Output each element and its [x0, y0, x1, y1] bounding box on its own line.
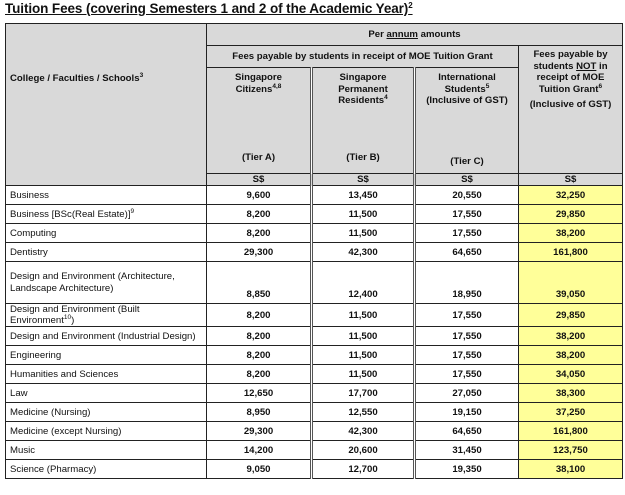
fee-no-grant: 38,200 — [519, 327, 623, 346]
fee-tier-c: 17,550 — [415, 304, 519, 327]
faculty-name: Humanities and Sciences — [6, 365, 207, 384]
fee-tier-b: 11,500 — [312, 304, 415, 327]
currency-c: S$ — [415, 174, 519, 186]
title-text: Tuition Fees (covering Semesters 1 and 2 of the Academic Year) — [5, 1, 409, 16]
faculty-name: Design and Environment (Built Environment$^{10}$) — [6, 304, 207, 327]
fee-tier-b: 11,500 — [312, 205, 415, 224]
fee-tier-c: 17,550 — [415, 327, 519, 346]
fee-no-grant: 29,850 — [519, 205, 623, 224]
fee-tier-c: 17,550 — [415, 205, 519, 224]
fee-tier-c: 31,450 — [415, 441, 519, 460]
fee-tier-a: 8,200 — [207, 346, 312, 365]
fee-no-grant: 161,800 — [519, 422, 623, 441]
fee-tier-c: 19,350 — [415, 460, 519, 479]
table-row — [6, 224, 623, 243]
fee-tier-b: 11,500 — [312, 346, 415, 365]
tuition-fees-table — [5, 23, 623, 479]
fee-tier-c: 17,550 — [415, 224, 519, 243]
table-row — [6, 346, 623, 365]
fee-tier-b: 42,300 — [312, 243, 415, 262]
table-row — [6, 186, 623, 205]
fee-no-grant: 161,800 — [519, 243, 623, 262]
faculty-name: Business — [6, 186, 207, 205]
col-a-header: Singapore Citizens$^{4,8}$ (Tier A) — [207, 68, 312, 174]
fee-tier-b: 20,600 — [312, 441, 415, 460]
fee-tier-b: 12,700 — [312, 460, 415, 479]
tier-c-label: (Tier C) — [450, 156, 484, 167]
fee-no-grant: 123,750 — [519, 441, 623, 460]
table-row — [6, 403, 623, 422]
table-row — [6, 365, 623, 384]
faculty-name: Design and Environment (Industrial Design) — [6, 327, 207, 346]
fee-tier-b: 11,500 — [312, 327, 415, 346]
fee-tier-c: 27,050 — [415, 384, 519, 403]
faculty-name: Design and Environment (Architecture, Landscape Architecture) — [6, 262, 207, 304]
fee-no-grant: 38,300 — [519, 384, 623, 403]
faculty-name: Music — [6, 441, 207, 460]
fee-no-grant: 29,850 — [519, 304, 623, 327]
fee-tier-a: 8,200 — [207, 365, 312, 384]
faculty-name: Engineering — [6, 346, 207, 365]
fee-tier-c: 17,550 — [415, 346, 519, 365]
fee-tier-a: 8,950 — [207, 403, 312, 422]
fee-no-grant: 38,200 — [519, 224, 623, 243]
fee-tier-a: 8,200 — [207, 304, 312, 327]
fee-no-grant: 38,200 — [519, 346, 623, 365]
fee-tier-b: 12,400 — [312, 262, 415, 304]
faculty-name: Computing — [6, 224, 207, 243]
fee-no-grant: 39,050 — [519, 262, 623, 304]
col-c-header: International Students$^5$ (Inclusive of GST) (Tier C) — [415, 68, 519, 174]
fee-tier-c: 19,150 — [415, 403, 519, 422]
fee-tier-a: 29,300 — [207, 243, 312, 262]
fee-tier-a: 8,200 — [207, 224, 312, 243]
per-annum-header: Per annum amounts — [207, 24, 623, 46]
fee-no-grant: 37,250 — [519, 403, 623, 422]
fee-no-grant: 38,100 — [519, 460, 623, 479]
fee-no-grant: 34,050 — [519, 365, 623, 384]
fee-tier-c: 20,550 — [415, 186, 519, 205]
title-footnote: 2 — [408, 1, 413, 10]
tier-a-label: (Tier A) — [241, 152, 276, 163]
fee-tier-c: 18,950 — [415, 262, 519, 304]
fee-tier-c: 64,650 — [415, 243, 519, 262]
table-row — [6, 422, 623, 441]
fee-tier-a: 12,650 — [207, 384, 312, 403]
row-label-header: College / Faculties / Schools$^3$ — [6, 24, 207, 186]
table-row — [6, 327, 623, 346]
fee-tier-a: 9,600 — [207, 186, 312, 205]
faculty-name: Dentistry — [6, 243, 207, 262]
table-row — [6, 384, 623, 403]
fee-tier-a: 8,200 — [207, 327, 312, 346]
table-row — [6, 243, 623, 262]
currency-b: S$ — [312, 174, 415, 186]
fee-tier-b: 11,500 — [312, 365, 415, 384]
faculty-name: Medicine (Nursing) — [6, 403, 207, 422]
fee-tier-c: 64,650 — [415, 422, 519, 441]
fee-tier-b: 17,700 — [312, 384, 415, 403]
table-row — [6, 441, 623, 460]
table-row — [6, 262, 623, 304]
fee-tier-c: 17,550 — [415, 365, 519, 384]
tier-b-label: (Tier B) — [346, 152, 380, 163]
fee-tier-b: 42,300 — [312, 422, 415, 441]
col-b-header: Singapore Permanent Residents$^4$ (Tier B) — [312, 68, 415, 174]
fee-tier-b: 12,550 — [312, 403, 415, 422]
fee-no-grant: 32,250 — [519, 186, 623, 205]
fee-tier-b: 13,450 — [312, 186, 415, 205]
table-row — [6, 205, 623, 224]
page-title — [5, 1, 413, 16]
currency-d: S$ — [519, 174, 623, 186]
table-row — [6, 460, 623, 479]
faculty-name: Law — [6, 384, 207, 403]
fee-tier-a: 8,850 — [207, 262, 312, 304]
faculty-name: Medicine (except Nursing) — [6, 422, 207, 441]
fee-tier-a: 14,200 — [207, 441, 312, 460]
col-d-header: Fees payable by students NOT in receipt of MOE Tuition Grant$^6$ (Inclusive of GST) — [519, 46, 623, 174]
fee-tier-a: 29,300 — [207, 422, 312, 441]
grant-group-header: Fees payable by students in receipt of MOE Tuition Grant — [207, 46, 519, 68]
table-row — [6, 304, 623, 327]
fee-tier-a: 8,200 — [207, 205, 312, 224]
fee-tier-b: 11,500 — [312, 224, 415, 243]
fee-tier-a: 9,050 — [207, 460, 312, 479]
faculty-name: Science (Pharmacy) — [6, 460, 207, 479]
faculty-name: Business [BSc(Real Estate)]$^9$ — [6, 205, 207, 224]
currency-a: S$ — [207, 174, 312, 186]
